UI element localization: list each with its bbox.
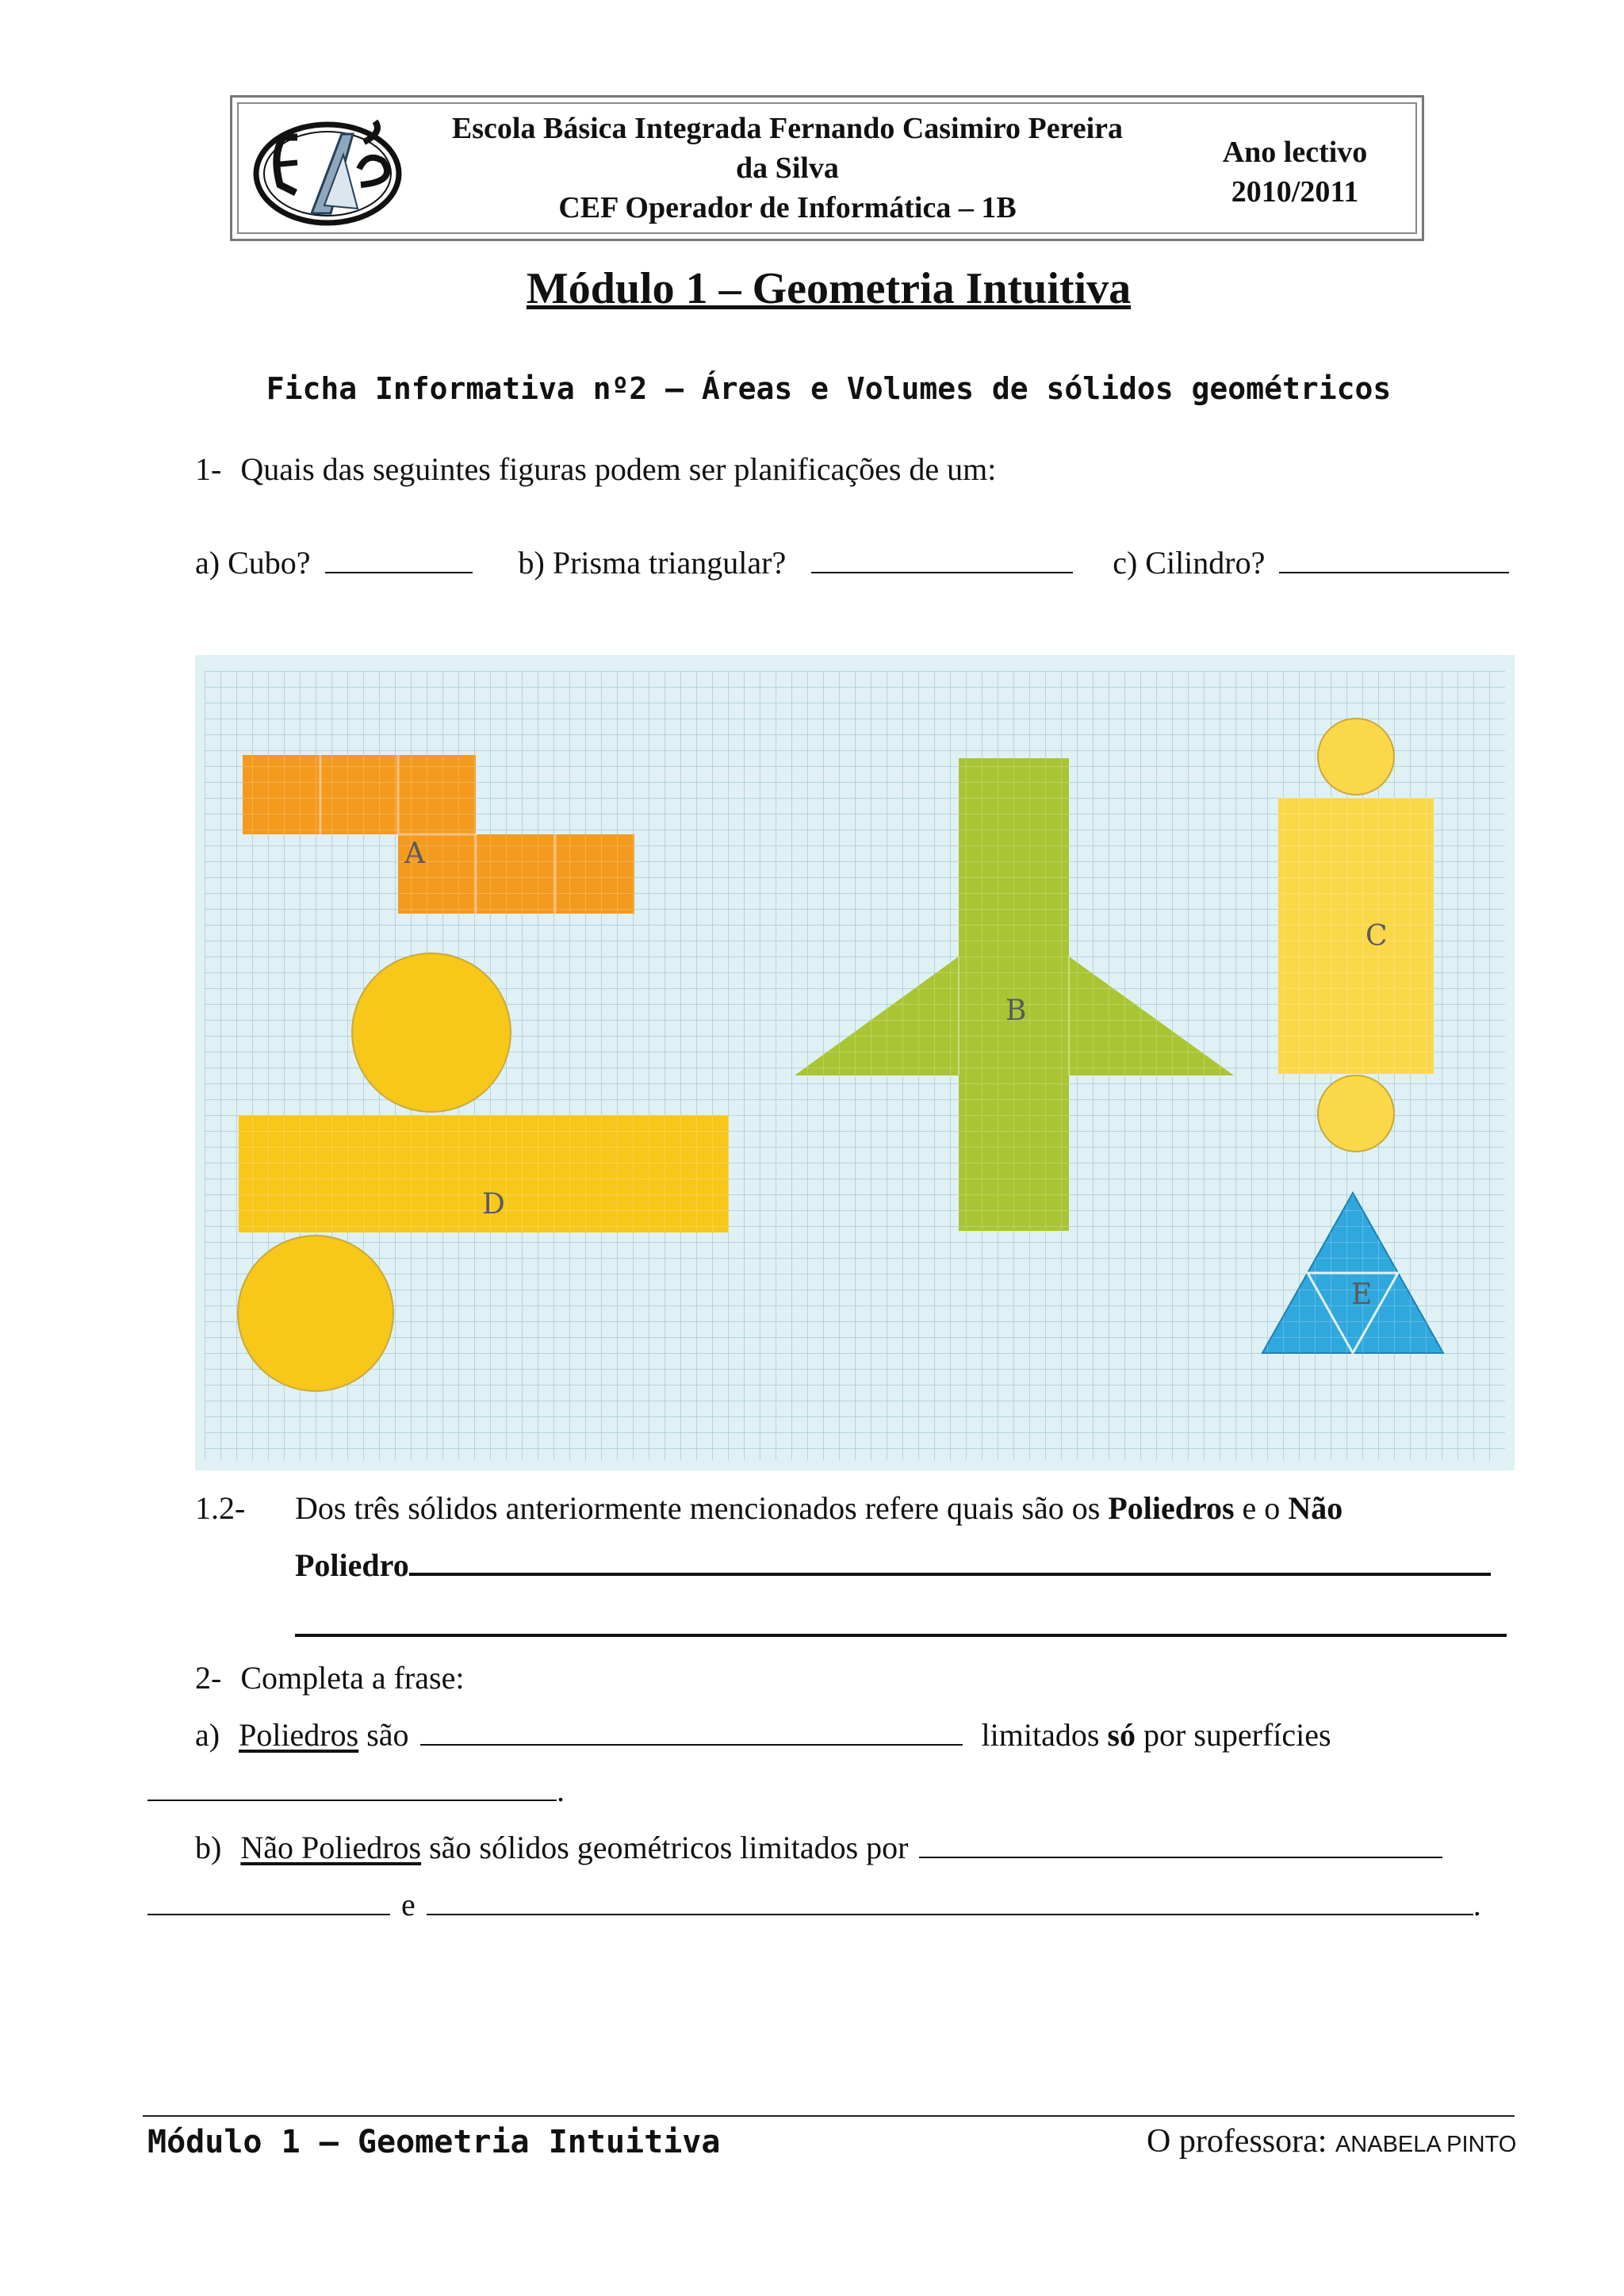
nets-figure: [195, 655, 1515, 1470]
question-1-number: 1-: [195, 451, 222, 487]
school-line-1: Escola Básica Integrada Fernando Casimiro Pereira: [451, 112, 1124, 145]
question-1-2-number: 1.2-: [195, 1490, 246, 1526]
question-2-b-and: e: [401, 1887, 416, 1922]
header-box: [230, 95, 1424, 241]
option-b-label: b) Prisma triangular?: [518, 545, 787, 581]
option-c-label: c) Cilindro?: [1113, 545, 1266, 581]
school-line-2: da Silva: [736, 151, 839, 185]
question-2: [195, 1659, 464, 1696]
school-logo: [248, 105, 407, 232]
question-1-2-text-mid: e o: [1234, 1490, 1289, 1526]
label-a: A: [404, 838, 425, 870]
option-b-answer-blank[interactable]: [811, 546, 1073, 573]
question-1: [195, 450, 996, 488]
footer-module-title: Módulo 1 – Geometria Intuitiva: [147, 2124, 721, 2160]
footer-rule: [143, 2115, 1515, 2117]
year-value: 2010/2011: [1231, 175, 1359, 209]
question-2-a: [195, 1716, 1331, 1754]
question-2-b-label: b): [195, 1830, 222, 1865]
footer-teacher: [1147, 2122, 1516, 2160]
question-1-2: [195, 1489, 1343, 1527]
school-line-3: CEF Operador de Informática – 1B: [558, 191, 1017, 224]
term-so: só: [1107, 1717, 1136, 1753]
answer-2-b-blank-2[interactable]: [147, 1888, 390, 1915]
answer-1-2-blank-2[interactable]: [295, 1634, 1507, 1637]
question-2-b: [195, 1829, 1442, 1866]
question-1-options: [195, 544, 1509, 581]
question-2-a-label: a): [195, 1717, 220, 1753]
label-c: C: [1365, 920, 1388, 953]
option-a-label: a) Cubo?: [195, 545, 311, 581]
school-name: [439, 109, 1136, 228]
page-subtitle: Ficha Informativa nº2 – Áreas e Volumes de sólidos geométricos: [266, 371, 1392, 406]
question-2-number: 2-: [195, 1660, 222, 1696]
question-2-text: Completa a frase:: [240, 1660, 465, 1696]
answer-2-a-blank-2[interactable]: [147, 1774, 557, 1801]
footer-teacher-name: ANABELA PINTO: [1335, 2132, 1517, 2157]
year-label: Ano lectivo: [1222, 136, 1368, 169]
label-d: D: [482, 1188, 505, 1221]
answer-2-b-blank-1[interactable]: [919, 1831, 1442, 1858]
question-1-2-text: Dos três sólidos anteriormente mencionados refere quais são os: [295, 1490, 1109, 1526]
question-2-a-line-2: [147, 1772, 565, 1809]
option-a-answer-blank[interactable]: [325, 546, 473, 573]
answer-1-2-blank-1[interactable]: [409, 1573, 1491, 1576]
school-year: [1192, 132, 1398, 212]
term-poliedros-underlined: Poliedros: [239, 1717, 359, 1753]
question-2-b-end: .: [1473, 1887, 1481, 1922]
term-nao: Não: [1288, 1490, 1343, 1526]
answer-2-b-blank-3[interactable]: [427, 1888, 1473, 1915]
term-nao-poliedros-underlined: Não Poliedros: [240, 1830, 422, 1865]
question-2-a-text-1: são: [366, 1717, 409, 1753]
question-2-a-text-2: limitados: [981, 1717, 1108, 1753]
answer-2-a-blank-1[interactable]: [420, 1719, 963, 1746]
page-title: Módulo 1 – Geometria Intuitiva: [526, 264, 1132, 313]
option-c-answer-blank[interactable]: [1279, 546, 1509, 573]
question-2-a-text-3: por superfícies: [1136, 1717, 1331, 1753]
question-1-text: Quais das seguintes figuras podem ser planificações de um:: [240, 451, 997, 487]
label-b: B: [1005, 995, 1027, 1027]
question-2-b-line-2: [147, 1886, 1481, 1923]
question-2-b-text-1: são sólidos geométricos limitados por: [429, 1830, 909, 1865]
question-2-a-end: .: [557, 1773, 565, 1808]
label-e: E: [1351, 1278, 1373, 1311]
question-1-2-line-2: [295, 1547, 1491, 1584]
term-poliedros: Poliedros: [1108, 1490, 1235, 1526]
footer-teacher-prefix: O professora:: [1147, 2123, 1335, 2160]
term-poliedro: Poliedro: [295, 1547, 409, 1583]
